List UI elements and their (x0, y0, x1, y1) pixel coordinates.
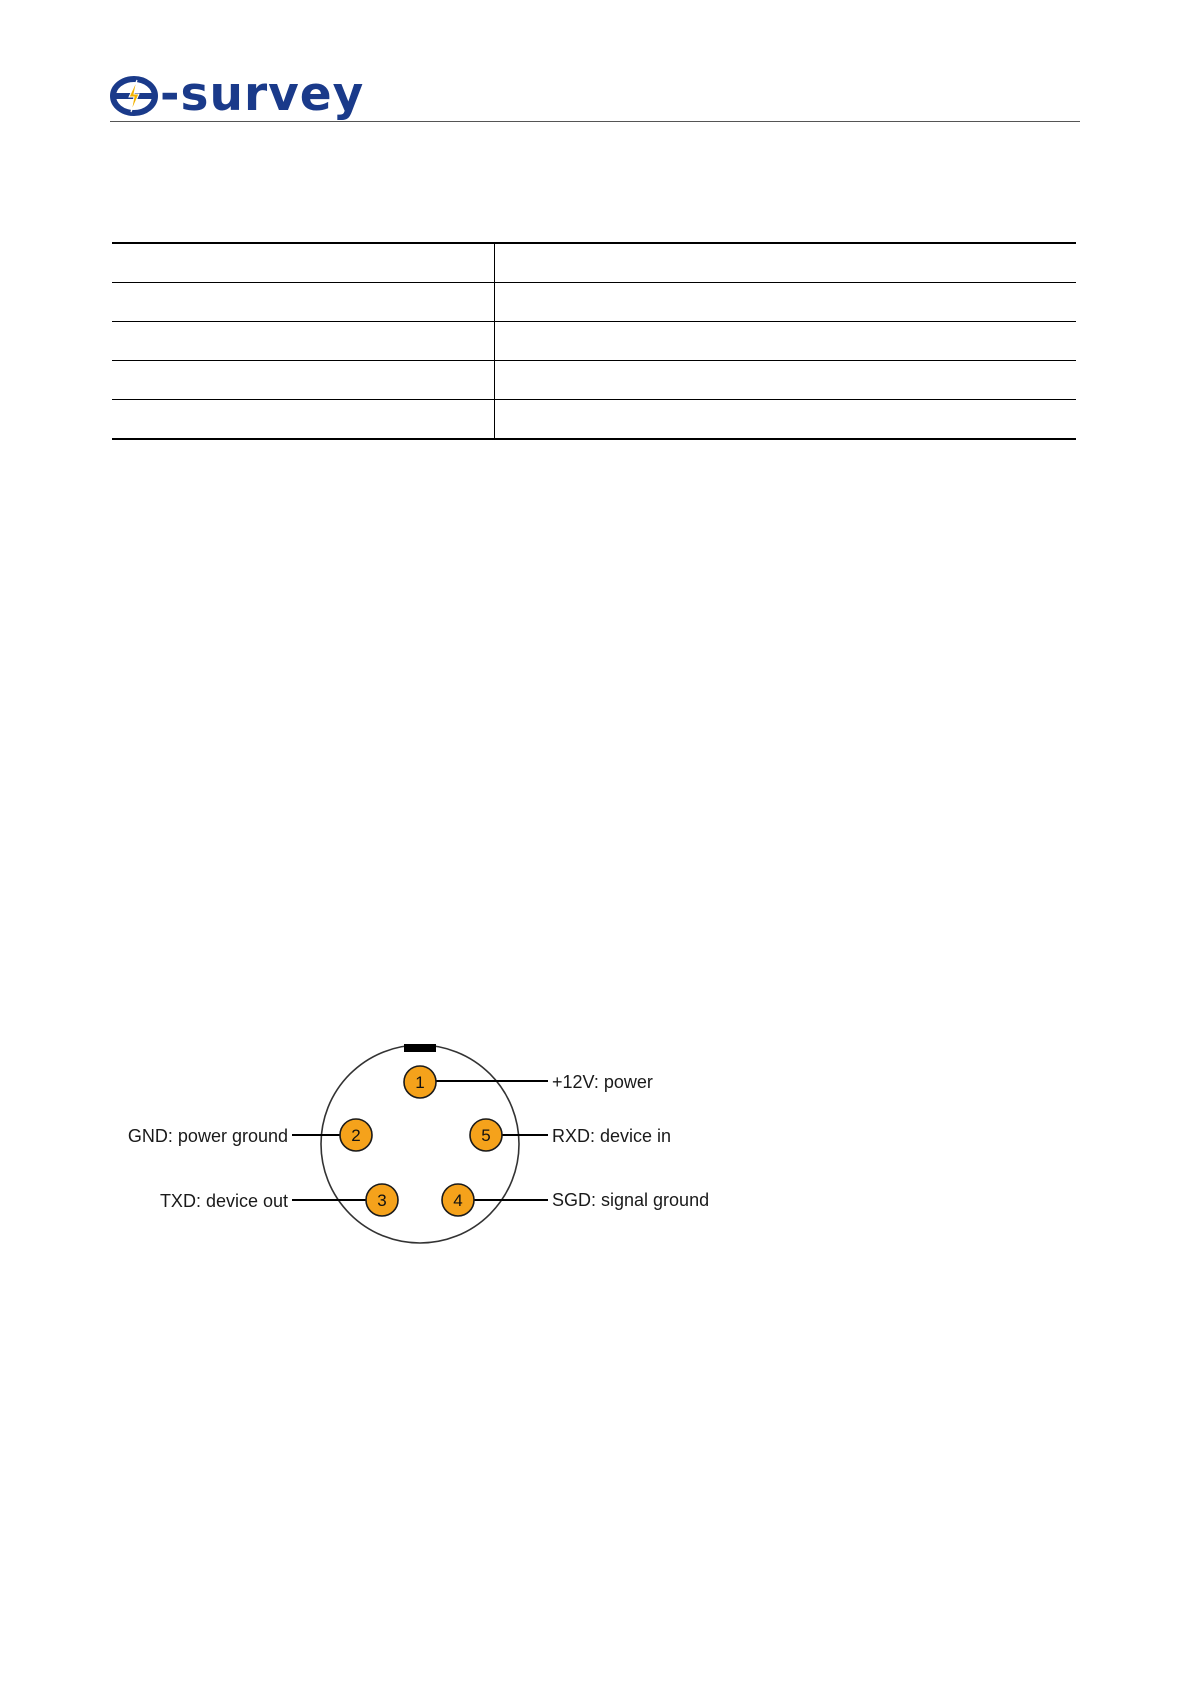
pin-3-label: TXD: device out (159, 1191, 288, 1211)
table-cell (495, 283, 1077, 322)
pin-1-label: +12V: power (552, 1072, 653, 1092)
table-row (112, 400, 1076, 440)
table-cell (495, 361, 1077, 400)
logo-wordmark: -survey (160, 66, 365, 122)
connector-key-notch (404, 1044, 436, 1052)
table-cell (112, 400, 495, 440)
pin-3-number: 3 (377, 1191, 387, 1210)
pin-5-label: RXD: device in (552, 1126, 672, 1146)
page-header (110, 66, 364, 126)
table-row (112, 322, 1076, 361)
table-cell (495, 243, 1077, 283)
pin-5 (470, 1119, 502, 1151)
table-cell (112, 283, 495, 322)
table-row (112, 361, 1076, 400)
connector-pinout-diagram (0, 1030, 800, 1260)
table-cell (495, 322, 1077, 361)
table-row (112, 283, 1076, 322)
pin-5-number: 5 (481, 1126, 491, 1145)
pin-1 (404, 1066, 436, 1098)
table-cell (112, 322, 495, 361)
pin-4-label: SGD: signal ground (552, 1190, 710, 1210)
pin-3 (366, 1184, 398, 1216)
spec-table (112, 242, 1076, 440)
e-survey-logo-icon (110, 76, 158, 116)
table-cell (495, 400, 1077, 440)
pin-4-number: 4 (453, 1191, 463, 1210)
pin-2-label: GND: power ground (127, 1126, 288, 1146)
header-divider (110, 121, 1080, 122)
pin-1-number: 1 (415, 1073, 425, 1092)
table-row (112, 243, 1076, 283)
pin-2-number: 2 (351, 1126, 361, 1145)
pin-2 (340, 1119, 372, 1151)
table-cell (112, 243, 495, 283)
pin-4 (442, 1184, 474, 1216)
table-cell (112, 361, 495, 400)
